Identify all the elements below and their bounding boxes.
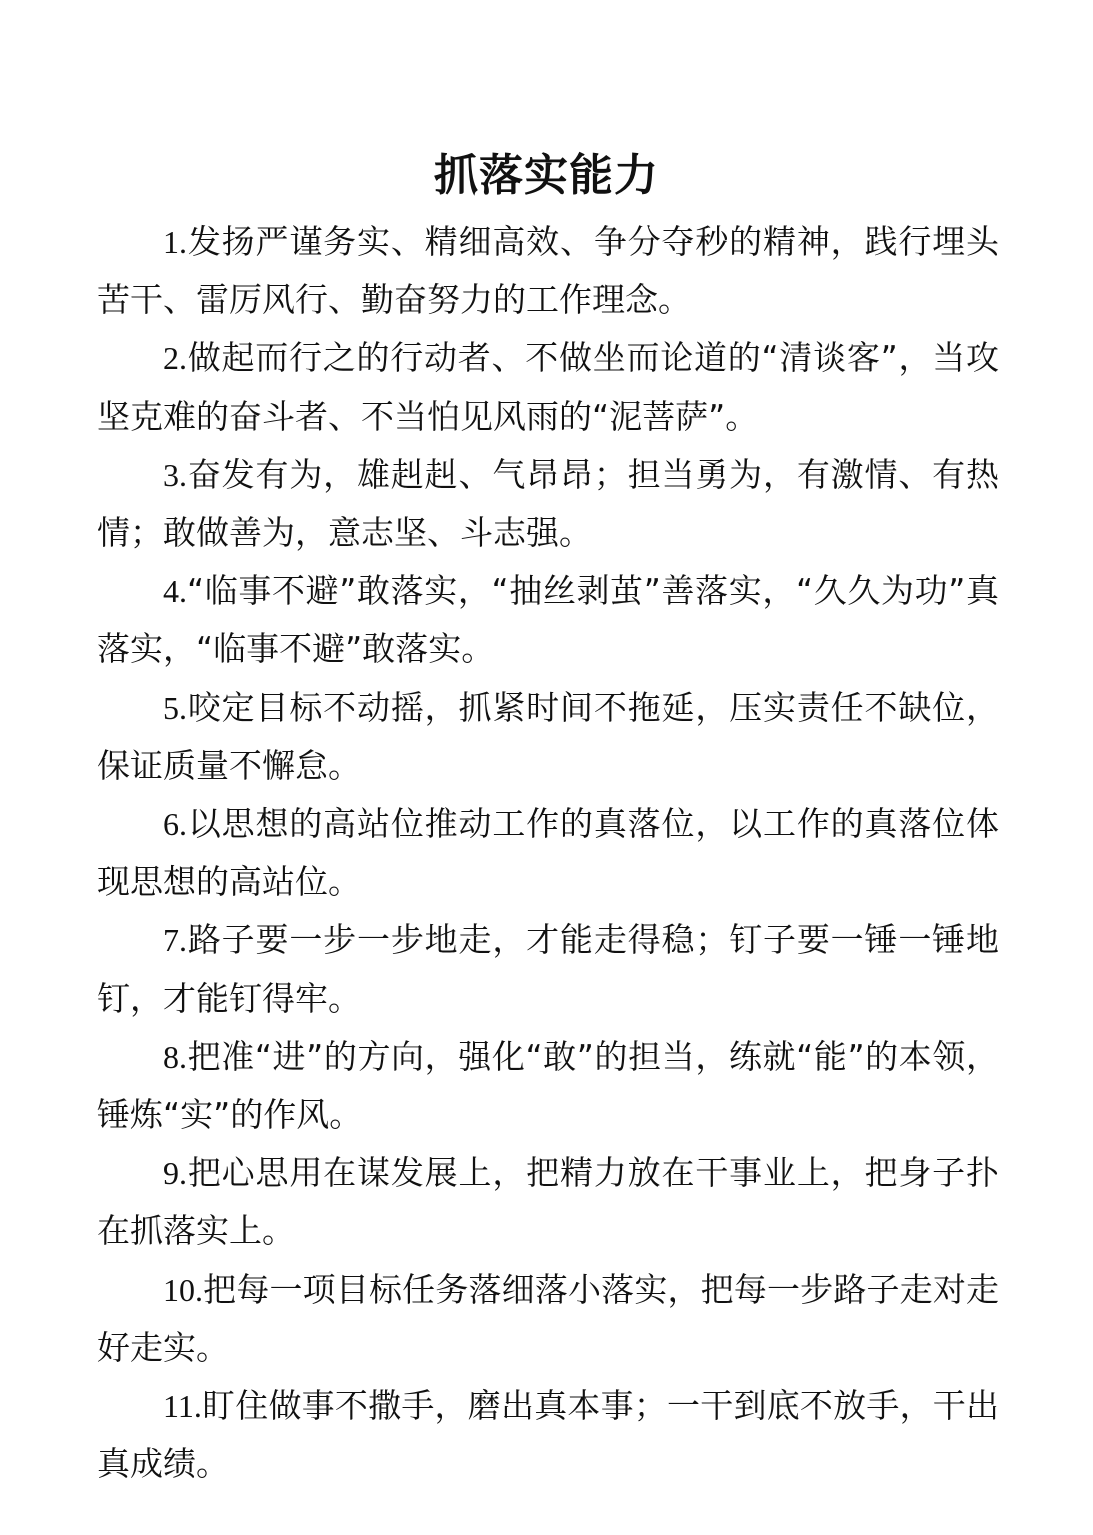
item-text: “临事不避”敢落实，“抽丝剥茧”善落实，“久久为功”真落实，“临事不避”敢落实。 <box>97 571 999 669</box>
list-item <box>97 446 999 562</box>
page-title: 抓落实能力 <box>434 150 659 201</box>
item-number: 4. <box>163 573 187 610</box>
list-item <box>97 213 999 329</box>
item-text: 把准“进”的方向，强化“敢”的担当，练就“能”的本领，锤炼“实”的作风。 <box>97 1036 999 1135</box>
item-text: 咬定目标不动摇，抓紧时间不拖延，压实责任不缺位，保证质量不懈怠。 <box>97 687 999 785</box>
item-number: 6. <box>163 806 187 843</box>
document-body <box>97 213 999 1493</box>
item-number: 8. <box>163 1038 187 1075</box>
item-text: 把每一项目标任务落细落小落实，把每一步路子走对走好走实。 <box>97 1269 999 1367</box>
item-number: 11. <box>163 1388 202 1425</box>
item-text: 奋发有为，雄赳赳、气昂昂；担当勇为，有激情、有热情；敢做善为，意志坚、斗志强。 <box>97 454 999 553</box>
list-item <box>97 1377 999 1493</box>
item-number: 1. <box>163 224 187 260</box>
item-text: 把心思用在谋发展上，把精力放在干事业上，把身子扑在抓落实上。 <box>97 1153 999 1251</box>
item-number: 10. <box>163 1271 203 1308</box>
item-number: 7. <box>163 922 187 959</box>
list-item <box>97 911 999 1027</box>
item-number: 5. <box>163 689 187 726</box>
list-item <box>97 562 999 678</box>
list-item <box>97 795 999 911</box>
list-item <box>97 329 999 445</box>
item-text: 做起而行之的行动者、不做坐而论道的“清谈客”，当攻坚克难的奋斗者、不当怕见风雨的“泥菩萨”。 <box>97 338 999 436</box>
item-text: 发扬严谨务实、精细高效、争分夺秒的精神，践行埋头苦干、雷厉风行、勤奋努力的工作理念。 <box>97 222 999 320</box>
item-text: 以思想的高站位推动工作的真落位，以工作的真落位体现思想的高站位。 <box>97 804 999 902</box>
list-item <box>97 1261 999 1377</box>
item-number: 9. <box>163 1155 187 1192</box>
list-item <box>97 1144 999 1260</box>
item-text: 盯住做事不撒手，磨出真本事；一干到底不放手，干出真成绩。 <box>97 1386 999 1484</box>
list-item <box>97 679 999 795</box>
item-number: 2. <box>163 340 187 377</box>
list-item <box>97 1028 999 1144</box>
item-text: 路子要一步一步地走，才能走得稳；钉子要一锤一锤地钉，才能钉得牢。 <box>97 920 999 1018</box>
item-number: 3. <box>163 456 187 493</box>
